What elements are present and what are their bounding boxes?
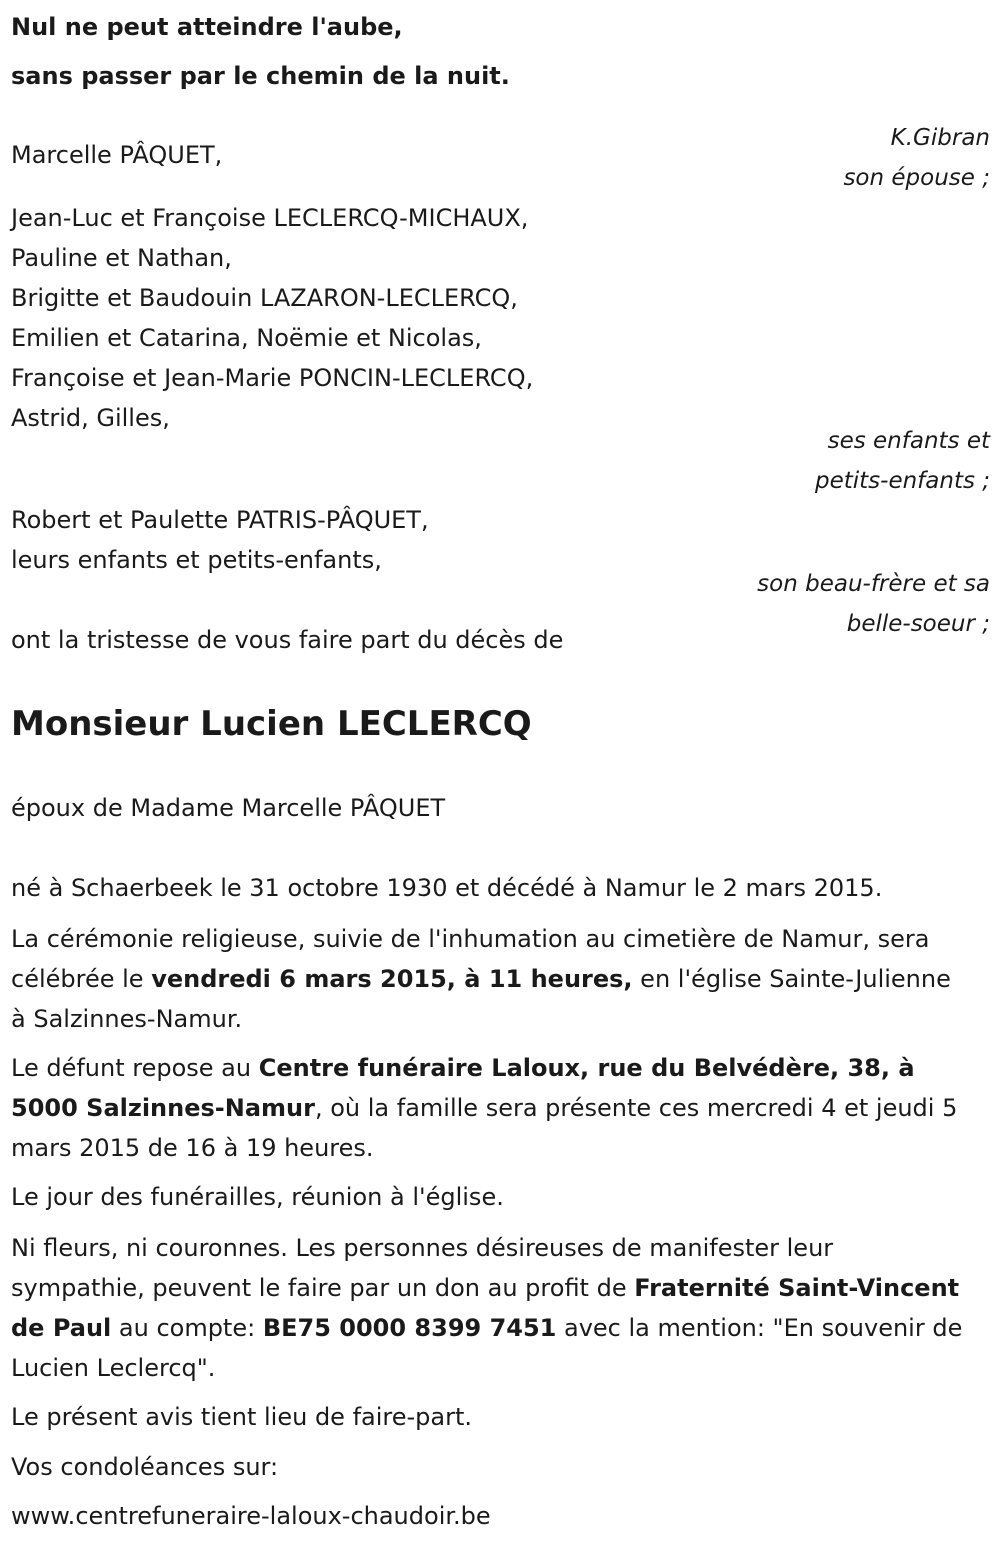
deceased-spouse-of: époux de Madame Marcelle PÂQUET [11, 794, 446, 822]
children-role-1: ses enfants et [827, 428, 990, 454]
ceremony-date: vendredi 6 mars 2015, à 11 heures, [151, 965, 633, 993]
donation-paragraph: Ni fleurs, ni couronnes. Les personnes désireuses de manifester leur sympathie, peuvent le faire par un don au profit de Fraternité Saint-Vincent de Paul au compte: BE75 0000 8399 7451 avec la mention: "En souvenir de Lucien Leclercq". [11, 1234, 963, 1382]
website-link[interactable]: www.centrefuneraire-laloux-chaudoir.be [11, 1502, 491, 1530]
children-line-3: Brigitte et Baudouin LAZARON-LECLERCQ, [11, 284, 518, 312]
donation-organization: Fraternité Saint-Vincent de Paul [11, 1274, 960, 1342]
children-role-2: petits-enfants ; [814, 468, 990, 494]
children-line-2: Pauline et Nathan, [11, 244, 232, 272]
birth-death: né à Schaerbeek le 31 octobre 1930 et décédé à Namur le 2 mars 2015. [11, 874, 883, 902]
ceremony-paragraph: La cérémonie religieuse, suivie de l'inhumation au cimetière de Namur, sera célébrée le vendredi 6 mars 2015, à 11 heures, en l'église Sainte-Julienne à Salzinnes-Namur. [11, 925, 951, 1033]
epigraph-line-2: sans passer par le chemin de la nuit. [11, 62, 510, 90]
inlaws-role-1: son beau-frère et sa [757, 571, 990, 597]
inlaws-line-2: leurs enfants et petits-enfants, [11, 546, 382, 574]
epigraph-line-1: Nul ne peut atteindre l'aube, [11, 13, 403, 41]
children-line-6: Astrid, Gilles, [11, 404, 170, 432]
spouse-role: son épouse ; [843, 165, 990, 191]
notice: Le présent avis tient lieu de faire-part. [11, 1403, 473, 1431]
inlaws-role-2: belle-soeur ; [846, 611, 990, 637]
children-line-4: Emilien et Catarina, Noëmie et Nicolas, [11, 324, 482, 352]
funeral-center-address: Centre funéraire Laloux, rue du Belvédère, 38, à 5000 Salzinnes-Namur [11, 1054, 915, 1122]
children-line-1: Jean-Luc et Françoise LECLERCQ-MICHAUX, [11, 204, 529, 232]
children-line-5: Françoise et Jean-Marie PONCIN-LECLERCQ, [11, 364, 534, 392]
funeral-day: Le jour des funérailles, réunion à l'église. [11, 1183, 504, 1211]
spouse-name: Marcelle PÂQUET, [11, 141, 223, 169]
donation-account: BE75 0000 8399 7451 [262, 1314, 557, 1342]
announcement: ont la tristesse de vous faire part du décès de [11, 626, 564, 654]
inlaws-line-1: Robert et Paulette PATRIS-PÂQUET, [11, 506, 429, 534]
condolences-label: Vos condoléances sur: [11, 1453, 279, 1481]
epigraph-author: K.Gibran [890, 125, 990, 151]
deceased-name: Monsieur Lucien LECLERCQ [11, 704, 532, 744]
rest-paragraph: Le défunt repose au Centre funéraire Laloux, rue du Belvédère, 38, à 5000 Salzinnes-Namur, où la famille sera présente ces mercredi 4 et jeudi 5 mars 2015 de 16 à 19 heures. [11, 1054, 958, 1162]
